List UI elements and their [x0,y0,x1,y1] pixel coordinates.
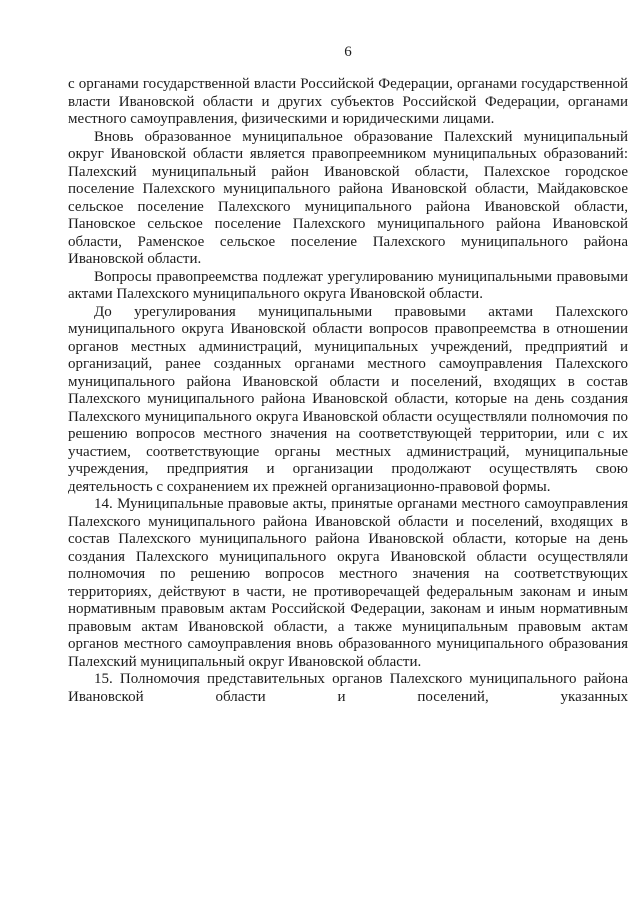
page-number: 6 [344,44,352,60]
paragraph-pre-regulation-activity: До урегулирования муниципальными правовыми актами Палехского муниципального округа Ивановской области вопросов правопреемства в отношении органов местных администраций, муниципальных учреждений, предприятий и организаций, ранее созданных органами местного самоуправления Палехского муниципального района Ивановской области и поселений, входящих в состав Палехского муниципального района Ивановской области, которые на день создания Палехского муниципального округа Ивановской области осуществляли полномочия по решению вопросов местного значения на соответствующей территории, или с их участием, соответствующие органы местных администраций, муниципальные учреждения, предприятия и организации продолжают осуществлять свою деятельность с сохранением их прежней организационно-правовой формы. [68,303,628,495]
paragraph-succession-regulation: Вопросы правопреемства подлежат урегулированию муниципальными правовыми актами Палехского муниципального округа Ивановской области. [68,268,628,302]
document-body [68,76,628,706]
paragraph-clause-15: 15. Полномочия представительных органов Палехского муниципального района Ивановской области и поселений, указанных [68,671,628,705]
paragraph-continuation: с органами государственной власти Российской Федерации, органами государственной власти Ивановской области и других субъектов Российской Федерации, органами местного самоуправления, физическими и юридическими лицами. [68,76,628,127]
paragraph-clause-14: 14. Муниципальные правовые акты, принятые органами местного самоуправления Палехского муниципального района Ивановской области и поселений, входящих в состав Палехского муниципального района Ивановской области, которые на день создания Палехского муниципального округа Ивановской области осуществляли полномочия по решению вопросов местного значения на соответствующих территориях, действуют в части, не противоречащей федеральным законам и иным нормативным правовым актам Российской Федерации, законам и иным нормативным правовым актам Ивановской области, а также муниципальным правовым актам органов местного самоуправления вновь образованного муниципального образования Палехский муниципальный округ Ивановской области. [68,496,628,670]
paragraph-successor-entities: Вновь образованное муниципальное образование Палехский муниципальный округ Ивановской области является правопреемником муниципальных образований: Палехский муниципальный район Ивановской области, Палехское городское поселение Палехского муниципального района Ивановской области, Майдаковское сельское поселение Палехского муниципального района Ивановской области, Пановское сельское поселение Палехского муниципального района Ивановской области, Раменское сельское поселение Палехского муниципального района Ивановской области. [68,128,628,267]
